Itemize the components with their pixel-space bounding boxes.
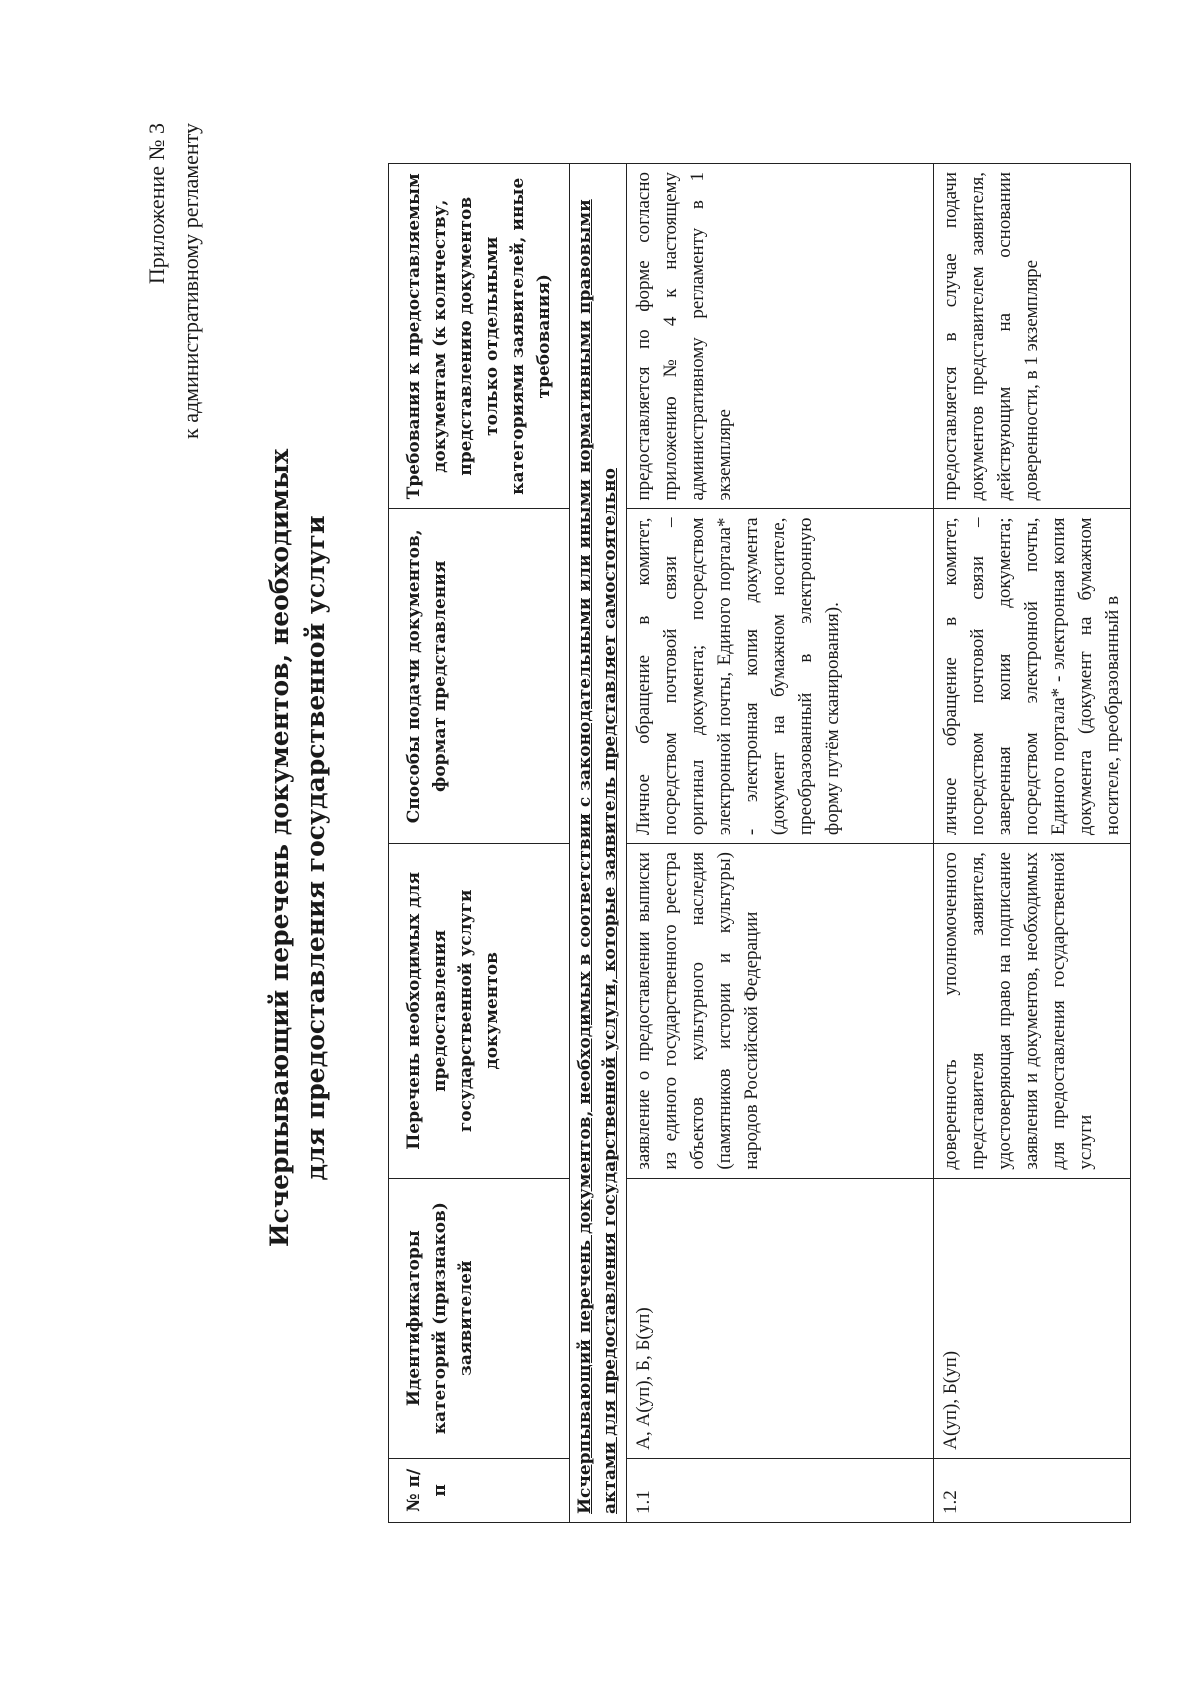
- row-methods: личное обращение в комитет, посредством почтовой связи – заверенная копия документа; посредством электронной почты, Единого портала* - электронная копия документа (документ на бумажном носителе, преобразованный в: [934, 509, 1131, 844]
- row-number: 1.2: [934, 1458, 1131, 1522]
- header-documents: Перечень необходимых для предоставления государственной услуги документов: [389, 844, 570, 1179]
- row-requirements: предоставляется в случае подачи документов представителем заявителя, действующим на основании доверенности, в 1 экземпляре: [934, 164, 1131, 510]
- header-methods: Способы подачи документов, формат представления: [389, 509, 570, 844]
- header-categories: Идентификаторы категорий (признаков) заявителей: [389, 1178, 570, 1458]
- row-methods: Личное обращение в комитет, посредством почтовой связи – оригинал документа; посредством электронной почты, Единого портала* - электронная копия документа (документ на бумажном носителе, преобразованный в электронную форму путём сканирования).: [627, 509, 934, 844]
- section-title: Исчерпывающий перечень документов, необходимых в соответствии с законодательными или иными нормативными правовыми актами для предоставления государственной услуги, которые заявитель представляет самостоятельно: [570, 164, 627, 1523]
- rotated-document-page: [100, 93, 1123, 1603]
- title-line-2: для предоставления государственной услуги: [301, 515, 330, 1181]
- appendix-note: [140, 123, 208, 439]
- document-title: [262, 93, 334, 1603]
- header-number: № п/п: [389, 1458, 570, 1522]
- appendix-number: Приложение № 3: [144, 123, 169, 285]
- row-categories: А(уп), Б(уп): [934, 1178, 1131, 1458]
- documents-table: [388, 163, 1131, 1523]
- row-documents: доверенность уполномоченного представителя заявителя, удостоверяющая право на подписание заявления и документов, необходимых для предоставления государственной услуги: [934, 844, 1131, 1179]
- table-row: [934, 164, 1131, 1523]
- title-line-1: Исчерпывающий перечень документов, необходимых: [265, 449, 294, 1247]
- header-requirements: Требования к предоставляемым документам (к количеству, представлению документов только отдельными категориями заявителей, иные требования): [389, 164, 570, 510]
- section-row: [570, 164, 627, 1523]
- row-requirements: предоставляется по форме согласно приложению № 4 к настоящему административному регламенту в 1 экземпляре: [627, 164, 934, 510]
- table-row: [627, 164, 934, 1523]
- table-header-row: [389, 164, 570, 1523]
- row-number: 1.1: [627, 1458, 934, 1522]
- row-documents: заявление о предоставлении выписки из единого государственного реестра объектов культурного наследия (памятников истории и культуры) народов Российской Федерации: [627, 844, 934, 1179]
- row-categories: А, А(уп), Б, Б(уп): [627, 1178, 934, 1458]
- appendix-reference: к административному регламенту: [178, 123, 203, 439]
